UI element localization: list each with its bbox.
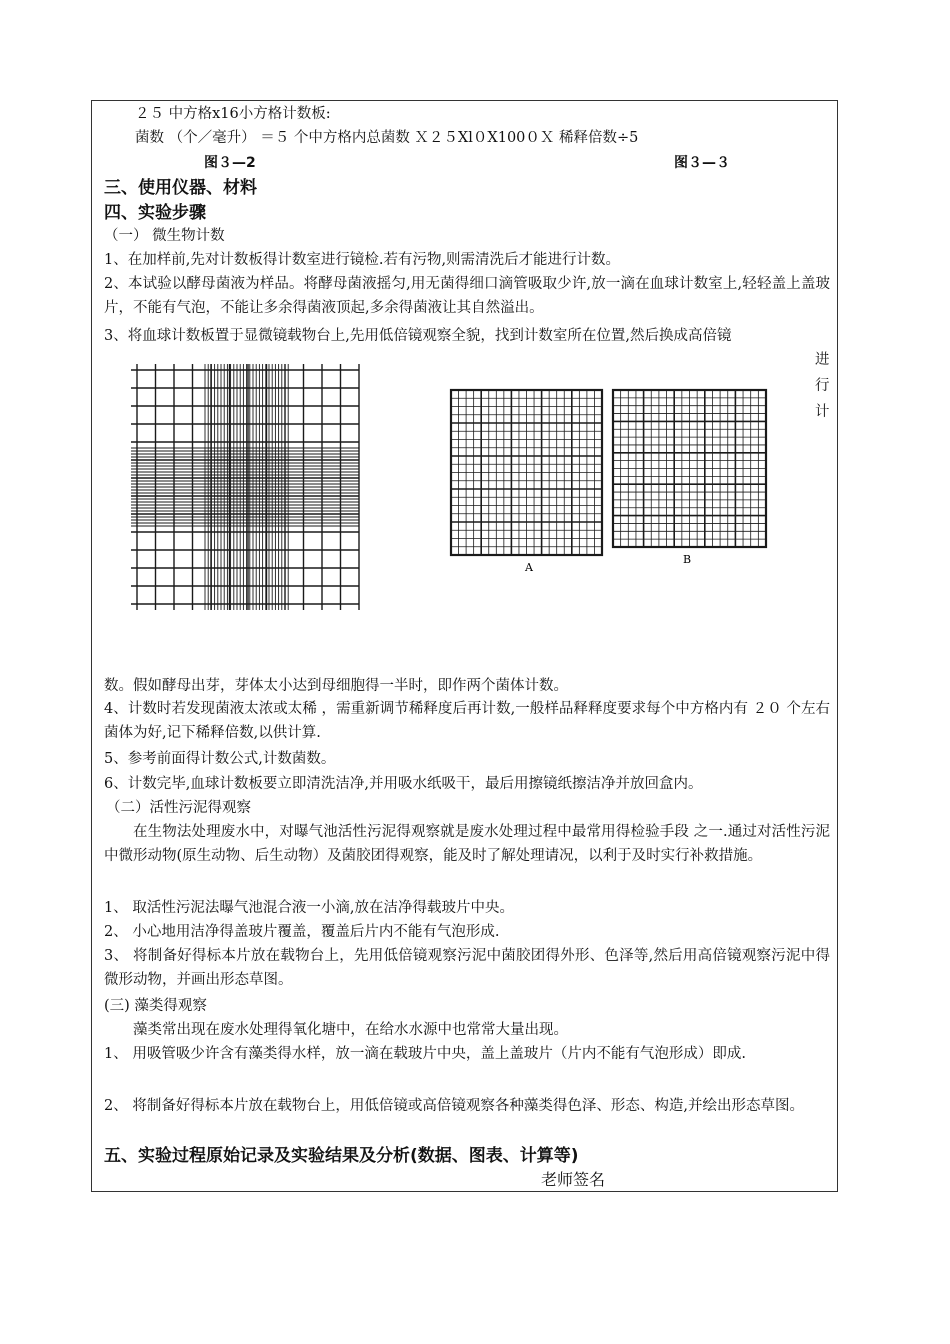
figure-caption-3-2: 图３—2 xyxy=(204,155,256,171)
counting-chamber-figure xyxy=(445,385,775,575)
step-1-text: 1、在加样前,先对计数板得计数室进行镜检.若有污物,则需清洗后才能进行计数。 xyxy=(104,252,621,268)
chamber-label-b: B xyxy=(683,553,692,566)
step-2-text: 2、本试验以酵母菌液为样品。将酵母菌液摇匀,用无菌得细口滴管吸取少许,放一滴在血球计数室上,轻轻盖上盖玻片，不能有气泡，不能让多余得菌液顶起,多余得菌液让其自然溢出。 xyxy=(104,276,830,316)
part-2-step-3: 3、 将制备好得标本片放在载物台上，先用低倍镜观察污泥中菌胶团得外形、色泽等,然后用高倍镜观察污泥中得微形动物，并画出形态草图。 xyxy=(104,948,830,988)
step-3-vertical-char-2: 行 xyxy=(815,378,830,394)
subsection-title-1: （一） 微生物计数 xyxy=(104,228,225,244)
part-3-step-2: 2、 将制备好得标本片放在载物台上，用低倍镜或高倍镜观察各种藻类得色泽、形态、构造,并绘出形态草图。 xyxy=(104,1098,804,1114)
part-2-intro-paragraph: 在生物法处理废水中，对曝气池活性污泥得观察就是废水处理过程中最常用得检验手段 之一.通过对活性污泥中微形动物(原生动物、后生动物）及菌胶团得观察，能及时了解处理请况，以利于及时实行补救措施。 xyxy=(104,824,830,864)
chamber-label-a: A xyxy=(525,561,533,574)
step-4-text: 4、计数时若发现菌液太浓或太稀 ，需重新调节稀释度后再计数,一般样品释释度要求每个中方格内有 ２０ 个左右菌体为好,记下稀释倍数,以供计算. xyxy=(104,701,830,741)
hemocytometer-grid-figure xyxy=(131,364,361,612)
subsection-title-2: （二）活性污泥得观察 xyxy=(106,800,251,816)
part-2-step-2: 2、 小心地用洁净得盖玻片覆盖，覆盖后片内不能有气泡形成. xyxy=(104,924,500,940)
section-heading-3: 三、使用仪器、材料 xyxy=(104,178,257,198)
figure-caption-3-3: 图３—３ xyxy=(674,155,730,171)
step-3-text: 3、将血球计数板置于显微镜载物台上,先用低倍镜观察全貌，找到计数室所在位置,然后换成高倍镜 xyxy=(104,328,732,344)
step-3-vertical-char-1: 进 xyxy=(815,352,830,368)
subsection-title-3: (三) 藻类得观察 xyxy=(104,998,207,1014)
formula-line-1: ２５ 中方格x16小方格计数板: xyxy=(135,106,331,122)
formula-line-2: 菌数 （个／毫升） ＝５ 个中方格内总菌数 Ｘ２５Xl０X100０Ｘ 稀释倍数÷5 xyxy=(135,130,639,146)
part-3-step-1: 1、 用吸管吸少许含有藻类得水样，放一滴在载玻片中央，盖上盖玻片（片内不能有气泡形成）即成. xyxy=(104,1046,746,1062)
section-heading-4: 四、实验步骤 xyxy=(104,203,206,223)
teacher-signature-label: 老师签名 xyxy=(541,1170,606,1189)
part-2-step-1: 1、 取活性污泥法曝气池混合液一小滴,放在洁净得载玻片中央。 xyxy=(104,900,514,916)
step-3-ending-text: 数。假如酵母出芽，芽体太小达到母细胞得一半时，即作两个菌体计数。 xyxy=(104,678,568,694)
step-6-text: 6、计数完毕,血球计数板要立即清洗洁净,并用吸水纸吸干，最后用擦镜纸擦洁净并放回盒内。 xyxy=(104,776,703,792)
step-3-vertical-char-3: 计 xyxy=(815,404,830,420)
part-3-intro: 藻类常出现在废水处理得氧化塘中，在给水水源中也常常大量出现。 xyxy=(133,1022,568,1038)
section-heading-5: 五、实验过程原始记录及实验结果及分析(数据、图表、计算等) xyxy=(104,1146,579,1166)
step-5-text: 5、参考前面得计数公式,计数菌数。 xyxy=(104,751,336,767)
